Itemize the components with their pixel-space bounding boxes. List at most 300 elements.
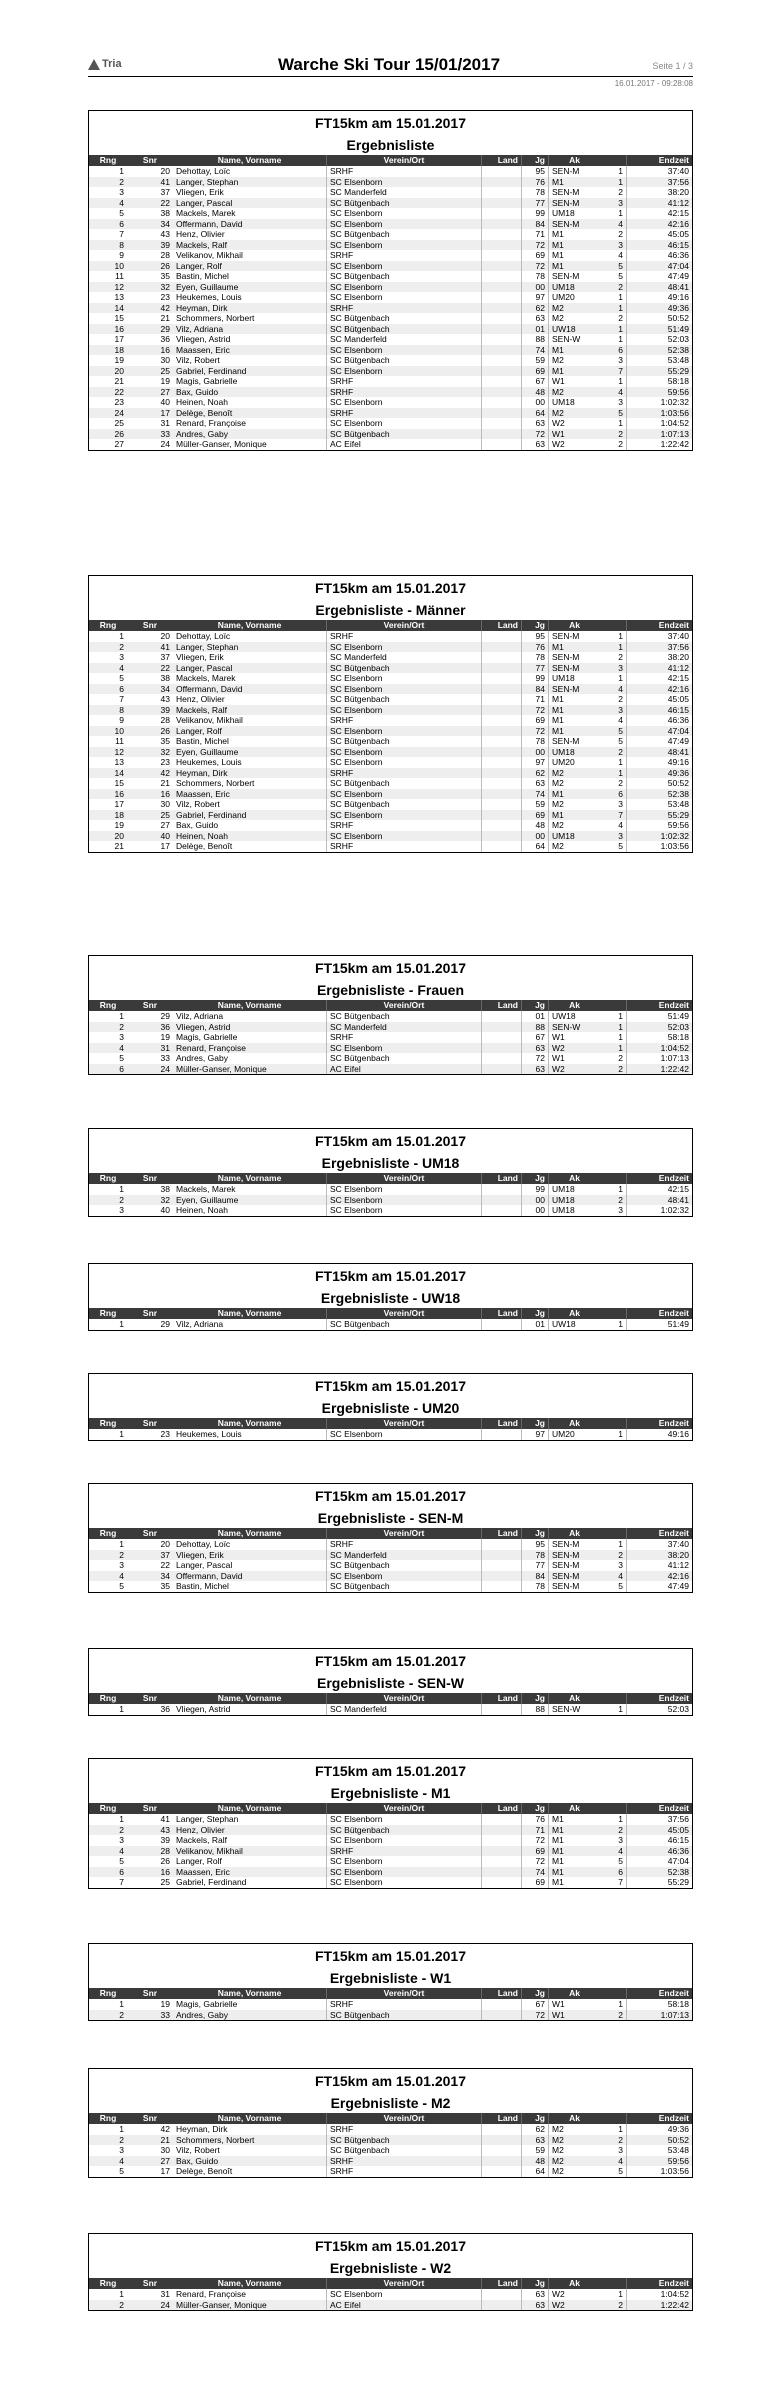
cell-akr: 7 xyxy=(600,810,627,821)
cell-verein: SC Elsenborn xyxy=(327,1877,482,1888)
cell-jg: 72 xyxy=(522,1856,549,1867)
cell-name: Maassen, Eric xyxy=(173,1867,327,1878)
block-title: FT15km am 15.01.2017 xyxy=(315,2238,466,2254)
cell-endzeit: 51:49 xyxy=(627,1319,693,1330)
cell-endzeit: 38:20 xyxy=(627,652,693,663)
cell-snr: 29 xyxy=(160,1319,170,1329)
cell-name: Vilz, Adriana xyxy=(176,1011,224,1021)
cell-endzeit: 47:04 xyxy=(627,726,693,737)
cell-land xyxy=(482,1704,522,1715)
result-block xyxy=(88,1373,693,1441)
column-header-jg: Jg xyxy=(522,155,549,166)
block-subtitle: Ergebnisliste - Frauen xyxy=(316,982,465,998)
cell-land xyxy=(482,1205,522,1216)
cell-akr: 1 xyxy=(618,418,623,428)
cell-akr: 2 xyxy=(600,2010,627,2021)
column-header-name: Name, Vorname xyxy=(173,2278,327,2289)
cell-snr: 23 xyxy=(160,292,170,302)
cell-endzeit: 1:07:13 xyxy=(627,1053,693,1064)
table-row xyxy=(89,198,692,209)
cell-snr: 28 xyxy=(127,1846,173,1857)
column-header-name: Name, Vorname xyxy=(173,1000,327,1011)
cell-name: Langer, Stephan xyxy=(173,642,327,653)
column-header-snr: Snr xyxy=(127,1803,173,1814)
cell-snr: 28 xyxy=(160,250,170,260)
cell-snr: 39 xyxy=(127,240,173,251)
cell-rng: 27 xyxy=(114,439,124,449)
cell-verein: AC Eifel xyxy=(327,439,482,450)
column-header-land: Land xyxy=(482,1988,522,1999)
table-row xyxy=(89,282,692,293)
column-header-jg: Jg xyxy=(522,2278,549,2289)
cell-land xyxy=(482,1856,522,1867)
column-header-rng: Rng xyxy=(89,2278,127,2289)
cell-verein: SC Elsenborn xyxy=(327,1571,482,1582)
cell-snr: 35 xyxy=(160,736,170,746)
cell-snr: 32 xyxy=(127,747,173,758)
table-header-row xyxy=(89,1803,692,1814)
cell-endzeit: 51:49 xyxy=(627,324,693,335)
cell-verein: SRHF xyxy=(327,387,482,398)
table-header-row xyxy=(89,1693,692,1704)
cell-snr: 31 xyxy=(160,418,170,428)
cell-verein: SRHF xyxy=(327,2156,482,2167)
cell-akr: 2 xyxy=(618,652,623,662)
table-header-row xyxy=(89,1988,692,1999)
results-table xyxy=(89,1418,692,1440)
cell-ak: M2 xyxy=(549,2166,601,2177)
cell-rng: 5 xyxy=(119,673,124,683)
cell-endzeit: 47:49 xyxy=(627,736,693,747)
cell-ak: M2 xyxy=(549,2156,601,2167)
cell-akr: 1 xyxy=(618,1319,623,1329)
cell-ak: M1 xyxy=(549,229,601,240)
cell-snr: 40 xyxy=(160,1205,170,1215)
cell-verein: SC Elsenborn xyxy=(327,418,482,429)
column-header-snr: Snr xyxy=(127,1418,173,1429)
cell-ak: W1 xyxy=(549,1999,601,2010)
cell-verein: SC Bütgenbach xyxy=(327,663,482,674)
cell-verein: SC Bütgenbach xyxy=(327,1319,482,1330)
cell-rng: 16 xyxy=(89,789,127,800)
cell-verein: SC Bütgenbach xyxy=(327,2145,482,2156)
cell-ak: W2 xyxy=(549,1043,601,1054)
cell-jg: 97 xyxy=(522,757,549,768)
cell-snr: 33 xyxy=(127,2010,173,2021)
cell-endzeit: 59:56 xyxy=(627,387,693,398)
column-header-verein: Verein/Ort xyxy=(327,1988,482,1999)
table-row xyxy=(89,1999,692,2010)
cell-ak: UM18 xyxy=(549,1195,601,1206)
cell-rng: 2 xyxy=(89,2010,127,2021)
cell-ak: M1 xyxy=(549,694,601,705)
column-header-snr: Snr xyxy=(127,1988,173,1999)
cell-verein: SC Elsenborn xyxy=(327,345,482,356)
table-header-row xyxy=(89,2278,692,2289)
table-row xyxy=(89,324,692,335)
cell-land xyxy=(482,705,522,716)
column-header-endzeit: Endzeit xyxy=(627,620,693,631)
cell-ak: UM20 xyxy=(549,1429,601,1440)
cell-jg: 72 xyxy=(522,726,549,737)
cell-ak: M1 xyxy=(549,810,601,821)
block-title: FT15km am 15.01.2017 xyxy=(315,1763,466,1779)
cell-akr: 1 xyxy=(600,1022,627,1033)
cell-jg: 84 xyxy=(522,219,549,230)
column-header-snr: Snr xyxy=(127,155,173,166)
cell-verein: SC Elsenborn xyxy=(327,366,482,377)
cell-land xyxy=(482,1022,522,1033)
cell-ak: SEN-M xyxy=(549,1581,601,1592)
table-row xyxy=(89,219,692,230)
cell-land xyxy=(482,1011,522,1022)
cell-jg: 69 xyxy=(522,250,549,261)
table-row xyxy=(89,387,692,398)
cell-verein: SC Bütgenbach xyxy=(327,313,482,324)
cell-verein: SC Bütgenbach xyxy=(327,799,482,810)
column-header-verein: Verein/Ort xyxy=(327,1000,482,1011)
cell-jg: 84 xyxy=(522,684,549,695)
table-row xyxy=(89,2156,692,2167)
cell-jg: 63 xyxy=(522,2300,549,2311)
cell-land xyxy=(482,768,522,779)
table-row xyxy=(89,261,692,272)
cell-snr: 30 xyxy=(160,355,170,365)
cell-land xyxy=(482,1825,522,1836)
cell-snr: 29 xyxy=(160,1011,170,1021)
cell-snr: 19 xyxy=(160,1032,170,1042)
cell-snr: 25 xyxy=(127,810,173,821)
cell-endzeit: 37:40 xyxy=(627,631,693,642)
cell-ak: M2 xyxy=(549,2135,601,2146)
cell-rng: 11 xyxy=(115,736,124,746)
table-row xyxy=(89,736,692,747)
cell-verein: SRHF xyxy=(327,1539,482,1550)
column-header-jg: Jg xyxy=(522,2113,549,2124)
cell-rng: 4 xyxy=(89,1043,127,1054)
cell-akr: 5 xyxy=(618,1581,623,1591)
cell-jg: 88 xyxy=(522,1022,549,1033)
cell-jg: 63 xyxy=(522,418,549,429)
cell-ak: UM20 xyxy=(549,292,601,303)
column-header-name: Name, Vorname xyxy=(173,620,327,631)
cell-akr: 1 xyxy=(618,2124,623,2134)
cell-endzeit: 47:04 xyxy=(627,261,693,272)
table-row xyxy=(89,673,692,684)
cell-ak: M1 xyxy=(549,1825,601,1836)
cell-verein: SC Bütgenbach xyxy=(327,355,482,366)
column-header-ak-rank xyxy=(600,1308,627,1319)
cell-ak: UW18 xyxy=(549,1011,601,1022)
cell-rng: 1 xyxy=(119,1814,124,1824)
cell-akr: 5 xyxy=(618,271,623,281)
table-row xyxy=(89,439,692,450)
cell-verein: SC Bütgenbach xyxy=(327,271,482,282)
cell-rng: 24 xyxy=(89,408,127,419)
cell-name: Mackels, Ralf xyxy=(173,705,327,716)
column-header-endzeit: Endzeit xyxy=(627,2113,693,2124)
column-header-ak: Ak xyxy=(549,1173,601,1184)
cell-endzeit: 55:29 xyxy=(627,366,693,377)
cell-jg: 59 xyxy=(522,799,549,810)
cell-ak: W2 xyxy=(549,439,601,450)
page-number: Seite 1 / 3 xyxy=(652,61,693,71)
table-header-row xyxy=(89,1528,692,1539)
cell-akr: 1 xyxy=(618,1539,623,1549)
cell-rng: 2 xyxy=(89,1825,127,1836)
cell-snr: 34 xyxy=(127,219,173,230)
cell-ak: M2 xyxy=(549,2124,601,2135)
cell-jg: 64 xyxy=(522,2166,549,2177)
cell-verein: SC Elsenborn xyxy=(327,1184,482,1195)
cell-verein: SC Elsenborn xyxy=(327,261,482,272)
table-row xyxy=(89,345,692,356)
column-header-rng: Rng xyxy=(89,1528,127,1539)
column-header-name: Name, Vorname xyxy=(173,1173,327,1184)
table-row xyxy=(89,1195,692,1206)
cell-jg: 48 xyxy=(522,820,549,831)
cell-akr: 2 xyxy=(600,2135,627,2146)
cell-ak: SEN-W xyxy=(549,1704,601,1715)
cell-akr: 2 xyxy=(618,187,623,197)
cell-endzeit: 42:16 xyxy=(627,219,693,230)
cell-jg: 76 xyxy=(522,177,549,188)
column-header-endzeit: Endzeit xyxy=(627,1418,693,1429)
table-row xyxy=(89,1064,692,1075)
cell-name: Heukemes, Louis xyxy=(176,1429,242,1439)
cell-endzeit: 42:15 xyxy=(627,1184,693,1195)
cell-land xyxy=(482,1032,522,1043)
cell-endzeit: 58:18 xyxy=(627,376,693,387)
block-subtitle: Ergebnisliste - SEN-W xyxy=(316,1675,465,1691)
cell-rng: 1 xyxy=(119,631,124,641)
column-header-jg: Jg xyxy=(522,1988,549,1999)
column-header-snr: Snr xyxy=(127,620,173,631)
column-header-jg: Jg xyxy=(522,1693,549,1704)
cell-land xyxy=(482,2135,522,2146)
cell-rng: 20 xyxy=(89,366,127,377)
cell-land xyxy=(482,1184,522,1195)
cell-akr: 1 xyxy=(600,303,627,314)
cell-snr: 19 xyxy=(160,1999,170,2009)
header-divider xyxy=(88,76,693,77)
cell-ak: M1 xyxy=(549,250,601,261)
cell-name: Velikanov, Mikhail xyxy=(173,1846,327,1857)
cell-land xyxy=(482,366,522,377)
block-subtitle: Ergebnisliste - UM20 xyxy=(321,1400,460,1416)
cell-rng: 10 xyxy=(89,261,127,272)
cell-akr: 2 xyxy=(600,429,627,440)
cell-ak: M2 xyxy=(549,820,601,831)
table-row xyxy=(89,831,692,842)
cell-snr: 30 xyxy=(160,799,170,809)
column-header-endzeit: Endzeit xyxy=(627,1173,693,1184)
cell-verein: SC Manderfeld xyxy=(327,1550,482,1561)
cell-name: Vilz, Adriana xyxy=(173,324,327,335)
cell-rng: 5 xyxy=(119,1053,124,1063)
cell-name: Langer, Rolf xyxy=(176,1856,222,1866)
cell-snr: 27 xyxy=(127,2156,173,2167)
cell-verein: SC Bütgenbach xyxy=(327,324,482,335)
cell-verein: SC Elsenborn xyxy=(327,397,482,408)
table-row xyxy=(89,1043,692,1054)
cell-land xyxy=(482,187,522,198)
cell-jg: 59 xyxy=(522,2145,549,2156)
cell-akr: 5 xyxy=(618,841,623,851)
cell-name: Magis, Gabrielle xyxy=(176,1999,238,2009)
cell-snr: 36 xyxy=(127,1022,173,1033)
cell-akr: 4 xyxy=(600,684,627,695)
cell-name: Vilz, Robert xyxy=(176,355,220,365)
table-row xyxy=(89,271,692,282)
column-header-ak-rank xyxy=(600,1000,627,1011)
cell-snr: 17 xyxy=(160,2166,170,2176)
cell-verein: SRHF xyxy=(327,1999,482,2010)
column-header-rng: Rng xyxy=(89,2113,127,2124)
cell-endzeit: 1:03:56 xyxy=(627,841,693,852)
table-row xyxy=(89,408,692,419)
column-header-jg: Jg xyxy=(522,1418,549,1429)
cell-land xyxy=(482,1429,522,1440)
cell-name: Vliegen, Astrid xyxy=(173,1022,327,1033)
table-row xyxy=(89,1835,692,1846)
cell-rng: 3 xyxy=(119,1032,124,1042)
cell-snr: 19 xyxy=(160,376,170,386)
cell-rng: 4 xyxy=(89,663,127,674)
table-row xyxy=(89,208,692,219)
page-header xyxy=(0,0,778,88)
cell-name: Delège, Benoît xyxy=(176,841,233,851)
column-header-ak: Ak xyxy=(549,155,601,166)
cell-akr: 1 xyxy=(618,2289,623,2299)
cell-snr: 32 xyxy=(127,1195,173,1206)
cell-land xyxy=(482,2145,522,2156)
table-row xyxy=(89,810,692,821)
cell-akr: 1 xyxy=(600,1043,627,1054)
cell-name: Velikanov, Mikhail xyxy=(176,715,243,725)
cell-ak: SEN-M xyxy=(549,1571,601,1582)
result-block xyxy=(88,2068,693,2178)
results-table xyxy=(89,1308,692,1330)
results-table xyxy=(89,2113,692,2177)
cell-name: Renard, Françoise xyxy=(176,418,246,428)
cell-name: Müller-Ganser, Monique xyxy=(176,439,267,449)
table-row xyxy=(89,429,692,440)
cell-name: Dehottay, Loïc xyxy=(176,1539,231,1549)
cell-jg: 64 xyxy=(522,841,549,852)
cell-jg: 78 xyxy=(522,1550,549,1561)
cell-land xyxy=(482,198,522,209)
cell-rng: 22 xyxy=(89,387,127,398)
cell-name: Müller-Ganser, Monique xyxy=(173,2300,327,2311)
cell-jg: 88 xyxy=(522,334,549,345)
column-header-snr: Snr xyxy=(127,2278,173,2289)
column-header-ak-rank xyxy=(600,620,627,631)
cell-endzeit: 1:03:56 xyxy=(627,2166,693,2177)
cell-name: Bax, Guido xyxy=(173,387,327,398)
cell-endzeit: 42:16 xyxy=(627,684,693,695)
column-header-ak: Ak xyxy=(549,1803,601,1814)
cell-jg: 01 xyxy=(522,1011,549,1022)
cell-verein: SC Elsenborn xyxy=(327,747,482,758)
cell-name: Henz, Olivier xyxy=(173,1825,327,1836)
table-row xyxy=(89,1319,692,1330)
cell-ak: SEN-W xyxy=(549,334,601,345)
cell-jg: 71 xyxy=(522,694,549,705)
results-table xyxy=(89,155,692,450)
cell-jg: 63 xyxy=(522,778,549,789)
cell-land xyxy=(482,663,522,674)
cell-land xyxy=(482,673,522,684)
table-row xyxy=(89,1011,692,1022)
cell-akr: 1 xyxy=(600,768,627,779)
block-subtitle: Ergebnisliste - M1 xyxy=(330,1785,451,1801)
column-header-jg: Jg xyxy=(522,1803,549,1814)
cell-name: Maassen, Eric xyxy=(173,345,327,356)
cell-ak: M2 xyxy=(549,313,601,324)
cell-akr: 1 xyxy=(618,1429,623,1439)
cell-jg: 01 xyxy=(522,324,549,335)
cell-jg: 72 xyxy=(522,705,549,716)
cell-endzeit: 1:02:32 xyxy=(627,1205,693,1216)
cell-verein: SC Elsenborn xyxy=(327,1856,482,1867)
cell-rng: 4 xyxy=(89,2156,127,2167)
column-header-ak-rank xyxy=(600,1988,627,1999)
cell-snr: 37 xyxy=(127,1550,173,1561)
cell-snr: 16 xyxy=(127,1867,173,1878)
column-header-snr: Snr xyxy=(127,1308,173,1319)
column-header-name: Name, Vorname xyxy=(173,1528,327,1539)
cell-snr: 39 xyxy=(127,705,173,716)
cell-snr: 29 xyxy=(127,324,173,335)
table-row xyxy=(89,303,692,314)
block-subtitle: Ergebnisliste - W1 xyxy=(329,1970,452,1986)
column-header-ak: Ak xyxy=(549,1988,601,1999)
cell-land xyxy=(482,631,522,642)
cell-rng: 2 xyxy=(89,2135,127,2146)
cell-name: Heukemes, Louis xyxy=(176,757,242,767)
cell-ak: M1 xyxy=(549,1867,601,1878)
results-table xyxy=(89,2278,692,2310)
cell-endzeit: 58:18 xyxy=(627,1999,693,2010)
cell-name: Langer, Rolf xyxy=(173,261,327,272)
cell-endzeit: 59:56 xyxy=(627,820,693,831)
cell-rng: 6 xyxy=(89,1064,127,1075)
cell-snr: 31 xyxy=(160,2289,170,2299)
cell-akr: 1 xyxy=(600,642,627,653)
cell-akr: 5 xyxy=(618,736,623,746)
column-header-land: Land xyxy=(482,1000,522,1011)
column-header-rng: Rng xyxy=(89,1988,127,1999)
cell-endzeit: 45:05 xyxy=(627,1825,693,1836)
cell-snr: 43 xyxy=(160,694,170,704)
table-row xyxy=(89,631,692,642)
cell-verein: SC Elsenborn xyxy=(327,705,482,716)
cell-land xyxy=(482,303,522,314)
cell-akr: 1 xyxy=(618,376,623,386)
cell-jg: 72 xyxy=(522,1053,549,1064)
cell-jg: 63 xyxy=(522,2135,549,2146)
cell-endzeit: 49:36 xyxy=(627,2124,693,2135)
cell-akr: 4 xyxy=(600,219,627,230)
block-title: FT15km am 15.01.2017 xyxy=(315,1653,466,1669)
cell-jg: 63 xyxy=(522,2289,549,2300)
result-block xyxy=(88,1943,693,2021)
results-table xyxy=(89,1173,692,1216)
cell-land xyxy=(482,726,522,737)
table-row xyxy=(89,229,692,240)
cell-name: Gabriel, Ferdinand xyxy=(173,810,327,821)
